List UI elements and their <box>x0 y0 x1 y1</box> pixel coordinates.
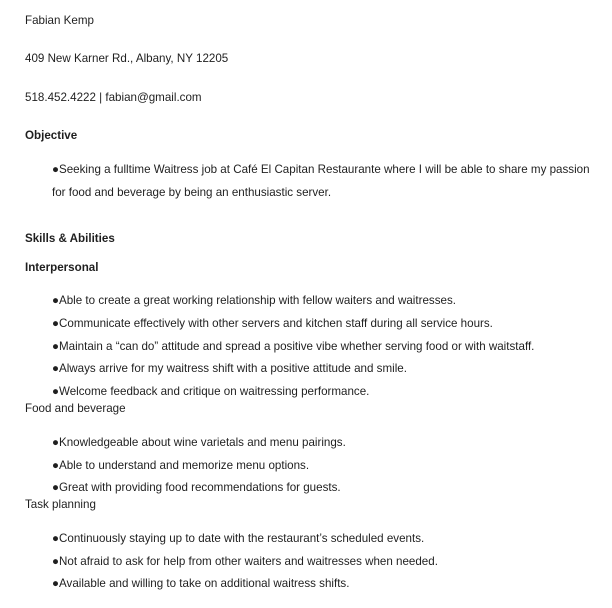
list-item: ●Welcome feedback and critique on waitressing performance. <box>52 385 370 398</box>
list-item: ●Not afraid to ask for help from other waiters and waitresses when needed. <box>52 555 438 568</box>
candidate-name: Fabian Kemp <box>25 14 94 27</box>
list-item: ●Able to create a great working relationship with fellow waiters and waitresses. <box>52 294 456 307</box>
address: 409 New Karner Rd., Albany, NY 12205 <box>25 52 229 65</box>
list-item: ●Able to understand and memorize menu options. <box>52 459 310 472</box>
contact-info: 518.452.4222 | fabian@gmail.com <box>25 91 202 104</box>
task-planning-heading: Task planning <box>25 498 96 511</box>
list-item: ●Communicate effectively with other servers and kitchen staff during all service hours. <box>52 317 493 330</box>
food-beverage-heading: Food and beverage <box>25 402 126 415</box>
list-item: ●Available and willing to take on additional waitress shifts. <box>52 577 350 590</box>
list-item: ●Always arrive for my waitress shift with a positive attitude and smile. <box>52 362 407 375</box>
list-item: ●Continuously staying up to date with the restaurant’s scheduled events. <box>52 532 425 545</box>
objective-heading: Objective <box>25 129 78 142</box>
interpersonal-heading: Interpersonal <box>25 261 99 274</box>
objective-text-line-2: for food and beverage by being an enthusiastic server. <box>52 186 332 199</box>
objective-text-line-1: ●Seeking a fulltime Waitress job at Café El Capitan Restaurante where I will be able to share my passion <box>52 163 590 176</box>
list-item: ●Maintain a “can do” attitude and spread a positive vibe whether serving food or with waitstaff. <box>52 340 535 353</box>
skills-heading: Skills & Abilities <box>25 232 115 245</box>
list-item: ●Great with providing food recommendations for guests. <box>52 481 341 494</box>
list-item: ●Knowledgeable about wine varietals and menu pairings. <box>52 436 346 449</box>
